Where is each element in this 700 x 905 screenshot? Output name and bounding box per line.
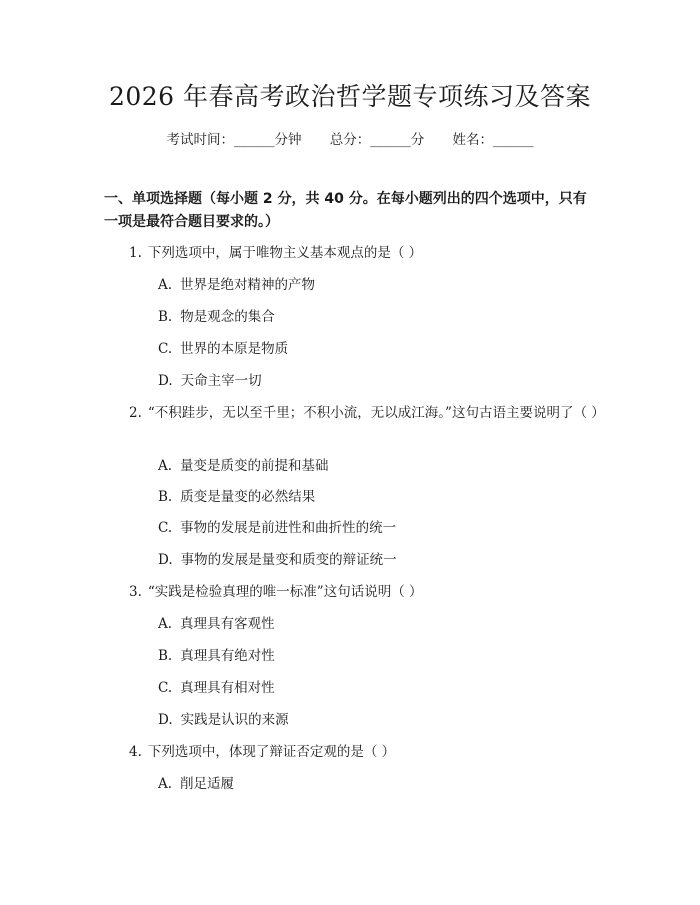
- option-text: 实践是认识的来源: [180, 712, 289, 728]
- option-letter: D.: [158, 552, 173, 568]
- question-2-option-d: [158, 549, 598, 571]
- option-text: 质变是量变的必然结果: [180, 489, 316, 505]
- option-text: 量变是质变的前提和基础: [180, 458, 329, 474]
- question-4: [129, 741, 604, 763]
- question-2-option-a: [158, 455, 598, 477]
- total-score-field: 总分：______分: [329, 132, 425, 148]
- option-text: 真理具有绝对性: [180, 648, 275, 664]
- question-text: 下列选项中，属于唯物主义基本观点的是（ ）: [147, 245, 423, 261]
- question-number: 2.: [129, 405, 142, 421]
- name-field: 姓名：______: [452, 132, 534, 148]
- option-text: 真理具有客观性: [180, 616, 275, 632]
- question-3-option-d: [158, 709, 598, 731]
- question-3-option-c: [158, 677, 598, 699]
- question-number: 1.: [129, 245, 142, 261]
- option-letter: D.: [158, 712, 173, 728]
- option-letter: B.: [158, 489, 173, 505]
- option-letter: C.: [158, 341, 173, 357]
- option-text: 削足适履: [180, 776, 235, 792]
- question-1-option-c: [158, 338, 598, 360]
- document-title: 2026 年春高考政治哲学题专项练习及答案: [108, 82, 592, 111]
- question-2: [104, 402, 604, 424]
- question-1: [129, 242, 604, 264]
- question-3-option-a: [158, 613, 598, 635]
- question-4-option-a: [158, 773, 598, 795]
- option-letter: A.: [158, 776, 173, 792]
- question-1-option-a: [158, 274, 598, 296]
- option-text: 事物的发展是前进性和曲折性的统一: [180, 520, 397, 536]
- question-1-option-b: [158, 306, 598, 328]
- question-number: 3.: [129, 584, 142, 600]
- option-letter: B.: [158, 309, 173, 325]
- option-letter: A.: [158, 616, 173, 632]
- option-letter: B.: [158, 648, 173, 664]
- option-text: 天命主宰一切: [180, 373, 262, 389]
- question-text: “不积跬步，无以至千里；不积小流，无以成江海。”这句古语主要说明了（ ）: [147, 405, 605, 421]
- option-text: 世界是绝对精神的产物: [180, 277, 316, 293]
- option-letter: A.: [158, 277, 173, 293]
- question-text: 下列选项中，体现了辩证否定观的是（ ）: [147, 744, 396, 760]
- question-text: “实践是检验真理的唯一标准”这句话说明（ ）: [147, 584, 423, 600]
- question-3: [129, 581, 604, 603]
- question-1-option-d: [158, 370, 598, 392]
- exam-info-line: [0, 130, 700, 150]
- option-letter: A.: [158, 458, 173, 474]
- question-2-option-c: [158, 517, 598, 539]
- option-text: 物是观念的集合: [180, 309, 275, 325]
- question-2-option-b: [158, 486, 598, 508]
- section-heading: 一、单项选择题（每小题 2 分，共 40 分。在每小题列出的四个选项中，只有一项是最符合题目要求的。）: [104, 191, 587, 230]
- option-letter: C.: [158, 520, 173, 536]
- question-number: 4.: [129, 744, 142, 760]
- option-letter: D.: [158, 373, 173, 389]
- option-text: 事物的发展是量变和质变的辩证统一: [180, 552, 397, 568]
- option-letter: C.: [158, 680, 173, 696]
- option-text: 真理具有相对性: [180, 680, 275, 696]
- question-3-option-b: [158, 645, 598, 667]
- exam-time-field: 考试时间：______分钟: [166, 132, 302, 148]
- option-text: 世界的本原是物质: [180, 341, 289, 357]
